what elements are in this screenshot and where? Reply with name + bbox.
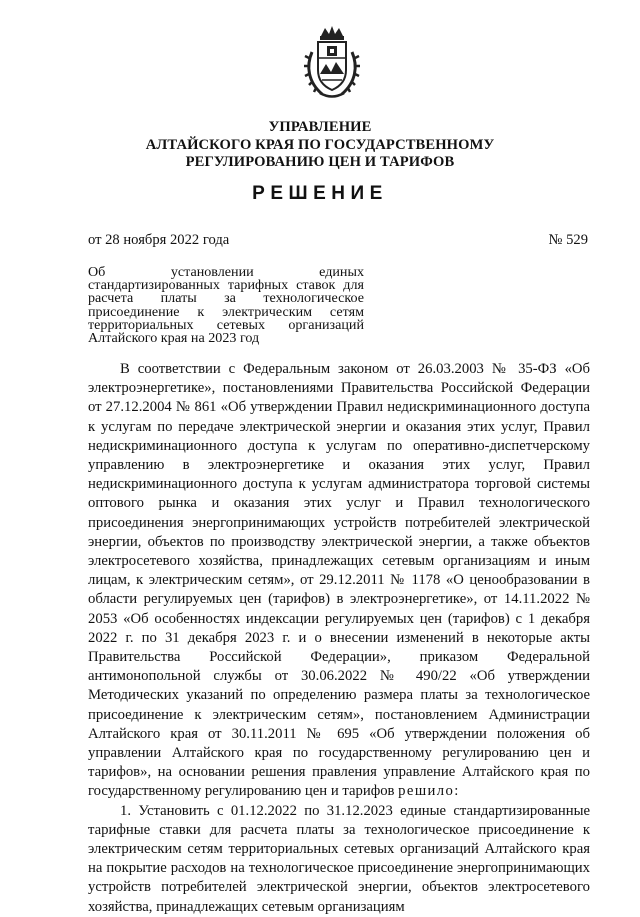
document-body [88,360,590,917]
organization-name [60,119,580,172]
document-number: № 529 [548,232,588,248]
item-1-paragraph: 1. Установить с 01.12.2022 по 31.12.2023 единые стандартизированные тарифные ставки для расчета платы за технологическое присоединение к электрическим сетям территориальных сетевых организаций Алтайского края на покрытие расходов на технологическое присоединение энергопринимающих устройств потребителей электрической энергии, объектов электросетевого хозяйства, принадлежащих сетевым организациям [88,802,590,915]
preamble-paragraph [88,360,590,802]
document-date: от 28 ноября 2022 года [88,232,230,248]
decision-colon: : [454,783,459,800]
decision-word: решило [398,783,455,800]
org-line-2: АЛТАЙСКОГО КРАЯ ПО ГОСУДАРСТВЕННОМУ [145,136,495,153]
document-type-title: РЕШЕНИЕ [252,183,388,204]
preamble-text: В соответствии с Федеральным законом от 26.03.2003 № 35-ФЗ «Об электроэнергетике», постановлениями Правительства Российской Федерации от 27.12.2004 № 861 «Об утверждении Правил недискриминационного доступа к услугам по передаче электрической энергии и оказания этих услуг, Правил недискриминационного доступа к услугам по оперативно-диспетчерскому управлению в электроэнергетике и оказания этих услуг, Правил недискриминационного доступа к услугам администратора торговой системы оптового рынка и оказания этих услуг и Правил технологического присоединения энергопринимающих устройств потребителей электрической энергии, объектов по производству электрической энергии, а также объектов электросетевого хозяйства, принадлежащих сетевым организациям и иным лицам, к электрическим сетям», от 29.12.2011 № 1178 «О ценообразовании в области регулируемых цен (тарифов) в электроэнергетике», от 14.11.2022 № 2053 «Об особенностях индексации регулируемых цен (тарифов) с 1 декабря 2022 г. по 31 декабря 2023 г. и о внесении изменений в некоторые акты Правительства Российской Федерации», приказом Федеральной антимонопольной службы от 30.06.2022 № 490/22 «Об утверждении Методических указаний по определению размера платы за технологическое присоединение к электрическим сетям», постановлением Администрации Алтайского края от 30.11.2011 № 695 «Об утверждении положения об управлении Алтайского края по государственному регулированию цен и тарифов», на основании решения правления управление Алтайского края по государственному регулированию цен и тарифов [88,361,590,800]
document-subject: Об установлении единых стандартизированных тарифных ставок для расчета платы за технологическое присоединение к электрическим сетям территориальных сетевых организаций Алтайского края на 2023 год [88,264,364,347]
coat-of-arms-emblem-icon [300,22,364,102]
org-line-1: УПРАВЛЕНИЕ [268,119,372,135]
org-line-3: РЕГУЛИРОВАНИЮ ЦЕН И ТАРИФОВ [185,154,455,170]
